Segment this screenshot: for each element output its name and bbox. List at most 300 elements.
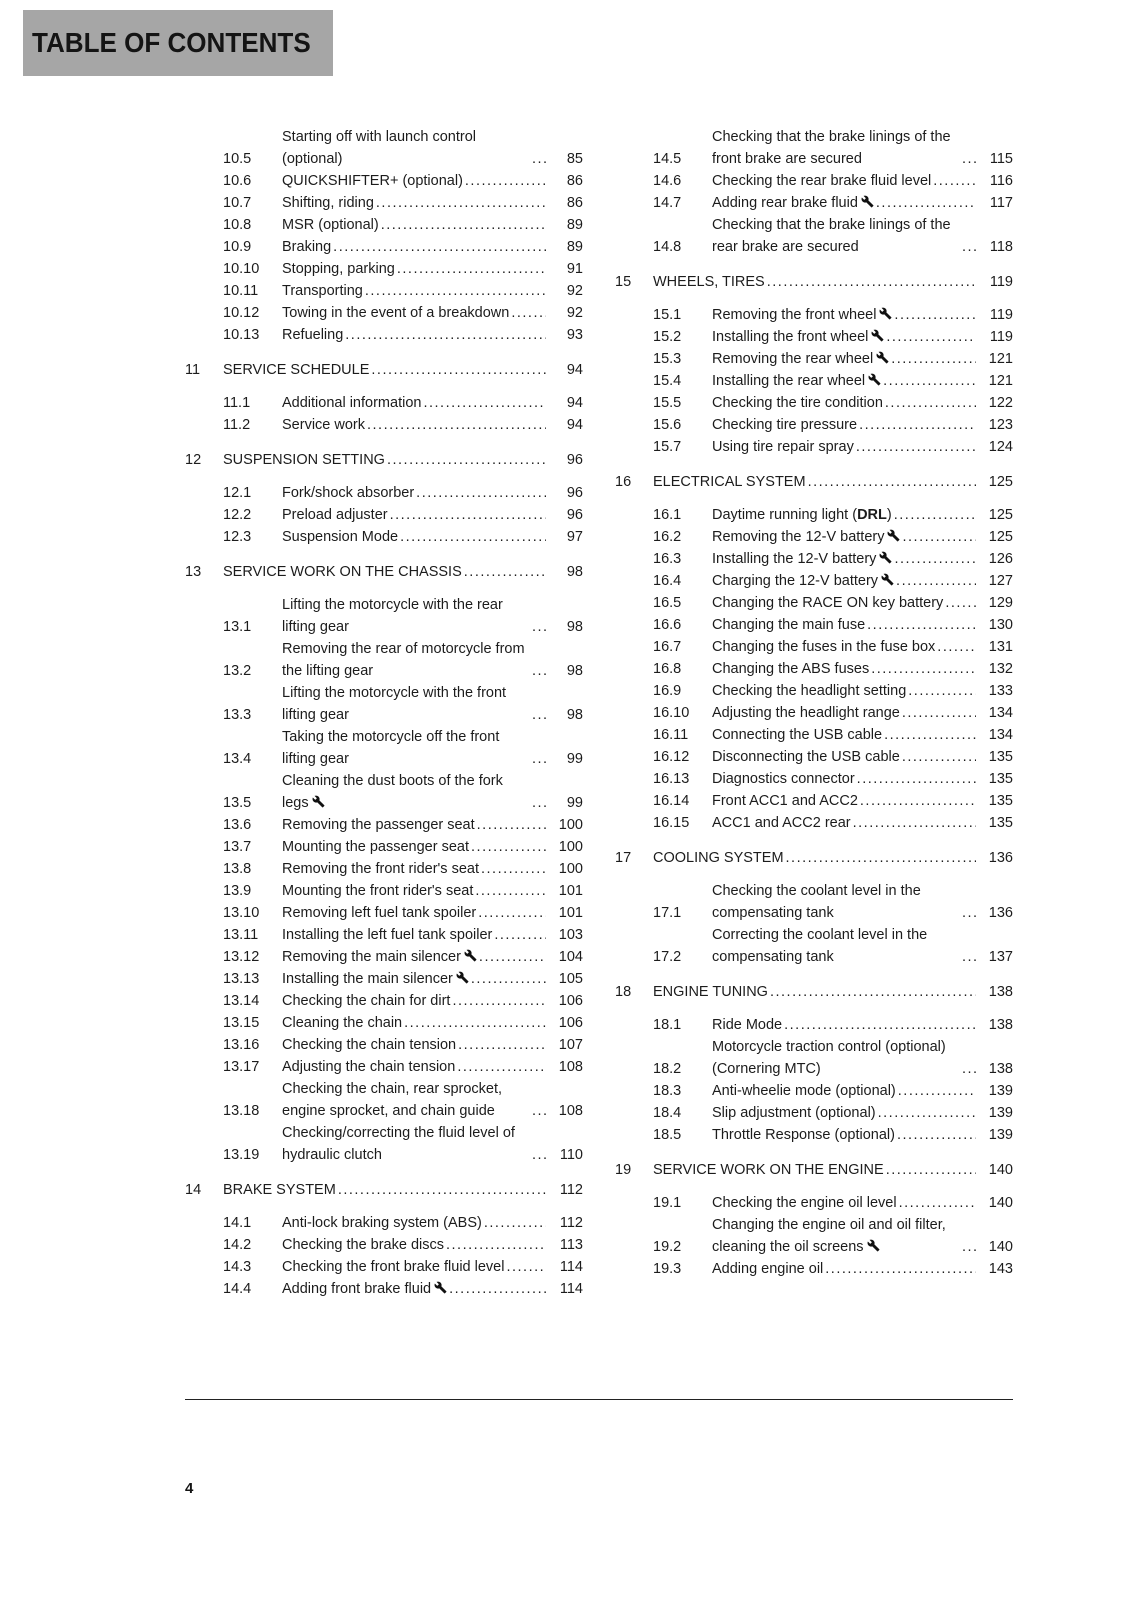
wrench-icon (434, 1281, 447, 1294)
dot-leader (475, 880, 546, 902)
dot-leader (860, 790, 976, 812)
toc-entry-row (185, 858, 583, 880)
page-ref: 139 (988, 1127, 1013, 1143)
entry-number: 16.2 (653, 529, 682, 545)
toc-entry-row (185, 1278, 583, 1300)
page-ref: 98 (566, 663, 583, 679)
toc-section-row (185, 1179, 583, 1201)
page-ref: 138 (988, 984, 1013, 1000)
entry-title: Removing the front wheel (712, 304, 892, 326)
toc-entry-row (615, 924, 1013, 968)
page-ref: 110 (559, 1147, 583, 1163)
page-ref: 114 (559, 1259, 583, 1275)
dot-leader (902, 702, 976, 724)
dot-leader (859, 414, 976, 436)
page-ref: 134 (988, 705, 1013, 721)
entry-title: Taking the motorcycle off the front lifting gear (282, 729, 500, 767)
entry-number: 13.3 (223, 707, 252, 723)
entry-number: 10.9 (223, 239, 252, 255)
toc-section-row (615, 271, 1013, 293)
entry-title: Cleaning the dust boots of the fork legs (282, 773, 503, 811)
entry-number: 13.19 (223, 1147, 260, 1163)
wrench-icon (456, 971, 469, 984)
section-number: 16 (615, 474, 632, 490)
toc-section-row (615, 1159, 1013, 1181)
entry-title: Adjusting the headlight range (712, 705, 900, 721)
page-ref: 129 (988, 595, 1013, 611)
entry-number: 13.4 (223, 751, 252, 767)
entry-number: 10.6 (223, 173, 252, 189)
dot-leader (898, 1080, 976, 1102)
page-ref: 119 (989, 329, 1013, 345)
entry-title: Removing the main silencer (282, 946, 477, 968)
page-ref: 99 (566, 751, 583, 767)
dot-leader (481, 858, 546, 880)
dot-leader (376, 192, 546, 214)
page-ref: 136 (988, 850, 1013, 866)
toc-columns (185, 126, 1013, 1300)
section-number: 18 (615, 984, 632, 1000)
page-number: 4 (185, 1480, 194, 1497)
toc-entry-row (185, 594, 583, 638)
dot-leader (387, 449, 546, 471)
toc-section-row (615, 471, 1013, 493)
entry-number: 13.8 (223, 861, 252, 877)
entry-title: Adding engine oil (712, 1261, 824, 1277)
entry-title: Checking the chain for dirt (282, 993, 451, 1009)
page-ref: 114 (559, 1281, 583, 1297)
wrench-icon (871, 329, 884, 342)
entry-title: Braking (282, 239, 332, 255)
entry-title: Cleaning the chain (282, 1015, 403, 1031)
entry-title: Fork/shock absorber (282, 485, 415, 501)
section-title: SERVICE SCHEDULE (223, 362, 370, 378)
toc-entry-row (185, 836, 583, 858)
entry-number: 17.1 (653, 905, 682, 921)
entry-title: Adding rear brake fluid (712, 192, 874, 214)
toc-entry-row (185, 170, 583, 192)
page-ref: 96 (566, 485, 583, 501)
entry-number: 16.13 (653, 771, 690, 787)
page-ref: 133 (988, 683, 1013, 699)
dot-leader (894, 504, 976, 526)
entry-number: 13.6 (223, 817, 252, 833)
entry-number: 16.12 (653, 749, 690, 765)
section-number: 17 (615, 850, 632, 866)
page-ref: 139 (988, 1083, 1013, 1099)
toc-entry-row (615, 1080, 1013, 1102)
page-ref: 98 (566, 707, 583, 723)
page-ref: 119 (989, 274, 1013, 290)
entry-title: Adjusting the chain tension (282, 1059, 456, 1075)
page-ref: 139 (988, 1105, 1013, 1121)
entry-number: 12.2 (223, 507, 252, 523)
entry-title: Motorcycle traction control (optional) (Cornering MTC) (712, 1039, 946, 1077)
page-ref: 112 (559, 1182, 583, 1198)
entry-title: Disconnecting the USB cable (712, 749, 900, 765)
entry-number: 19.1 (653, 1195, 682, 1211)
entry-number: 10.13 (223, 327, 260, 343)
entry-number: 15.7 (653, 439, 682, 455)
entry-number: 10.7 (223, 195, 252, 211)
entry-title: Checking the rear brake fluid level (712, 173, 932, 189)
toc-entry-row (185, 1034, 583, 1056)
dot-leader (885, 392, 976, 414)
page-ref: 107 (558, 1037, 583, 1053)
page-ref: 138 (988, 1061, 1013, 1077)
entry-number: 14.5 (653, 151, 682, 167)
dot-leader (397, 258, 546, 280)
page-ref: 127 (988, 573, 1013, 589)
toc-entry-row (185, 924, 583, 946)
entry-title: ACC1 and ACC2 rear (712, 815, 851, 831)
toc-entry-row (185, 1056, 583, 1078)
toc-entry-row (185, 214, 583, 236)
page-ref: 135 (988, 749, 1013, 765)
dot-leader (479, 946, 546, 968)
entry-title: Using tire repair spray (712, 439, 854, 455)
section-title: SERVICE WORK ON THE ENGINE (653, 1162, 884, 1178)
entry-number: 16.11 (653, 727, 689, 743)
entry-title: Ride Mode (712, 1017, 783, 1033)
section-title: SUSPENSION SETTING (223, 452, 385, 468)
entry-title: Correcting the coolant level in the compensating tank (712, 927, 928, 965)
entry-title: Anti-wheelie mode (optional) (712, 1083, 896, 1099)
toc-entry-row (615, 1192, 1013, 1214)
dot-leader (458, 1034, 546, 1056)
page-ref: 130 (988, 617, 1013, 633)
toc-entry-row (615, 414, 1013, 436)
toc-entry-row (615, 592, 1013, 614)
entry-number: 15.1 (653, 307, 682, 323)
toc-entry-row (615, 326, 1013, 348)
entry-number: 15.4 (653, 373, 682, 389)
dot-leader (962, 1058, 976, 1080)
entry-title: Removing the passenger seat (282, 817, 475, 833)
entry-number: 16.6 (653, 617, 682, 633)
entry-number: 14.3 (223, 1259, 252, 1275)
dot-leader (867, 614, 976, 636)
entry-title: Installing the main silencer (282, 968, 469, 990)
page-ref: 99 (566, 795, 583, 811)
dot-leader (446, 1234, 546, 1256)
entry-title: Installing the left fuel tank spoiler (282, 927, 493, 943)
toc-column-left (185, 126, 583, 1300)
page-ref: 89 (566, 217, 583, 233)
page-ref: 135 (988, 815, 1013, 831)
entry-title: Transporting (282, 283, 363, 299)
entry-number: 19.2 (653, 1239, 682, 1255)
toc-entry-row (185, 1012, 583, 1034)
page-title: TABLE OF CONTENTS (32, 27, 311, 58)
entry-title: QUICKSHIFTER+ (optional) (282, 173, 463, 189)
entry-title: Checking the chain tension (282, 1037, 457, 1053)
toc-entry-row (615, 214, 1013, 258)
dot-leader (786, 847, 976, 869)
entry-number: 16.8 (653, 661, 682, 677)
entry-number: 14.2 (223, 1237, 252, 1253)
dot-leader (902, 526, 976, 548)
page-ref: 123 (988, 417, 1013, 433)
section-title: ELECTRICAL SYSTEM (653, 474, 806, 490)
page-ref: 134 (988, 727, 1013, 743)
entry-number: 13.13 (223, 971, 260, 987)
wrench-icon (881, 573, 894, 586)
dot-leader (908, 680, 976, 702)
dot-leader (371, 359, 546, 381)
page-ref: 98 (566, 619, 583, 635)
dot-leader (365, 280, 546, 302)
toc-entry-row (185, 968, 583, 990)
page-ref: 125 (988, 507, 1013, 523)
entry-number: 13.16 (223, 1037, 260, 1053)
section-number: 15 (615, 274, 632, 290)
toc-entry-row (185, 482, 583, 504)
section-title: WHEELS, TIRES (653, 274, 765, 290)
page-ref: 97 (566, 529, 583, 545)
toc-entry-row (615, 370, 1013, 392)
entry-number: 11.1 (223, 395, 251, 411)
entry-number: 10.8 (223, 217, 252, 233)
dot-leader (471, 836, 546, 858)
wrench-icon (868, 373, 881, 386)
entry-number: 15.6 (653, 417, 682, 433)
dot-leader (381, 214, 546, 236)
toc-entry-row (615, 436, 1013, 458)
page-ref: 100 (558, 861, 583, 877)
entry-number: 18.5 (653, 1127, 682, 1143)
toc-entry-row (615, 504, 1013, 526)
entry-title: Changing the engine oil and oil filter, cleaning the oil screens (712, 1217, 946, 1255)
section-number: 13 (185, 564, 202, 580)
toc-entry-row (185, 280, 583, 302)
toc-entry-row (615, 790, 1013, 812)
toc-entry-row (615, 170, 1013, 192)
entry-number: 14.7 (653, 195, 682, 211)
toc-entry-row (615, 724, 1013, 746)
wrench-icon (464, 949, 477, 962)
entry-title: MSR (optional) (282, 217, 379, 233)
toc-entry-row (615, 680, 1013, 702)
toc-entry-row (615, 1014, 1013, 1036)
page-ref: 138 (988, 1017, 1013, 1033)
dot-leader (962, 236, 976, 258)
entry-number: 10.10 (223, 261, 260, 277)
dot-leader (902, 746, 976, 768)
entry-title: Removing the rear wheel (712, 348, 889, 370)
entry-number: 17.2 (653, 949, 682, 965)
entry-number: 10.12 (223, 305, 260, 321)
dot-leader (478, 902, 546, 924)
entry-title: Diagnostics connector (712, 771, 855, 787)
entry-number: 16.1 (653, 507, 682, 523)
page-ref: 116 (989, 173, 1013, 189)
section-title: BRAKE SYSTEM (223, 1182, 336, 1198)
page-ref: 125 (988, 529, 1013, 545)
entry-number: 16.4 (653, 573, 682, 589)
entry-title: Removing the front rider's seat (282, 861, 479, 877)
page-ref: 94 (566, 362, 583, 378)
wrench-icon (876, 351, 889, 364)
entry-number: 15.3 (653, 351, 682, 367)
toc-entry-row (185, 638, 583, 682)
dot-leader (897, 1124, 976, 1146)
dot-leader (532, 792, 546, 814)
entry-number: 12.3 (223, 529, 252, 545)
dot-leader (416, 482, 546, 504)
page-ref: 135 (988, 771, 1013, 787)
entry-number: 13.2 (223, 663, 252, 679)
section-number: 19 (615, 1162, 632, 1178)
entry-number: 13.10 (223, 905, 260, 921)
dot-leader (494, 924, 546, 946)
toc-entry-row (615, 636, 1013, 658)
entry-title: Adding front brake fluid (282, 1278, 447, 1300)
entry-number: 16.14 (653, 793, 690, 809)
toc-section-row (185, 561, 583, 583)
page-ref: 98 (566, 564, 583, 580)
page-ref: 108 (558, 1059, 583, 1075)
toc-entry-row (615, 658, 1013, 680)
page-ref: 119 (989, 307, 1013, 323)
toc-entry-row (615, 570, 1013, 592)
toc-entry-row (185, 726, 583, 770)
entry-title: Connecting the USB cable (712, 727, 883, 743)
toc-entry-row (615, 126, 1013, 170)
dot-leader (367, 414, 546, 436)
entry-number: 13.17 (223, 1059, 260, 1075)
wrench-icon (887, 529, 900, 542)
toc-entry-row (615, 192, 1013, 214)
page-ref: 140 (988, 1195, 1013, 1211)
toc-entry-row (185, 1122, 583, 1166)
toc-entry-row (185, 946, 583, 968)
page-ref: 89 (566, 239, 583, 255)
wrench-icon (867, 1239, 880, 1252)
dot-leader (449, 1278, 546, 1300)
page-ref: 117 (989, 195, 1013, 211)
entry-number: 16.3 (653, 551, 682, 567)
page-ref: 118 (989, 239, 1013, 255)
dot-leader (856, 436, 976, 458)
toc-entry-row (185, 682, 583, 726)
dot-leader (937, 636, 976, 658)
entry-number: 13.12 (223, 949, 260, 965)
entry-title: Removing left fuel tank spoiler (282, 905, 477, 921)
dot-leader (465, 170, 546, 192)
entry-title: Front ACC1 and ACC2 (712, 793, 858, 809)
page-ref: 137 (988, 949, 1013, 965)
page-ref: 94 (566, 417, 583, 433)
entry-number: 10.5 (223, 151, 252, 167)
dot-leader (484, 1212, 546, 1234)
toc-entry-row (615, 526, 1013, 548)
page-ref: 101 (558, 883, 583, 899)
dot-leader (853, 812, 976, 834)
toc-entry-row (185, 1078, 583, 1122)
entry-title: Charging the 12-V battery (712, 570, 894, 592)
entry-title: Shifting, riding (282, 195, 374, 211)
toc-entry-row (615, 614, 1013, 636)
entry-number: 15.2 (653, 329, 682, 345)
page-ref: 121 (988, 373, 1013, 389)
entry-title: Installing the 12-V battery (712, 548, 892, 570)
page-ref: 92 (566, 305, 583, 321)
section-title: SERVICE WORK ON THE CHASSIS (223, 564, 462, 580)
page-ref: 126 (988, 551, 1013, 567)
entry-title: Mounting the passenger seat (282, 839, 470, 855)
entry-title: Throttle Response (optional) (712, 1127, 895, 1143)
dot-leader (857, 768, 976, 790)
entry-number: 18.1 (653, 1017, 682, 1033)
entry-number: 13.14 (223, 993, 260, 1009)
page-ref: 86 (566, 195, 583, 211)
page-ref: 124 (988, 439, 1013, 455)
page-ref: 108 (558, 1103, 583, 1119)
toc-entry-row (185, 814, 583, 836)
dot-leader (404, 1012, 546, 1034)
toc-entry-row (185, 126, 583, 170)
entry-number: 18.3 (653, 1083, 682, 1099)
dot-leader (532, 704, 546, 726)
page-ref: 86 (566, 173, 583, 189)
toc-section-row (185, 449, 583, 471)
dot-leader (962, 946, 976, 968)
entry-title: Stopping, parking (282, 261, 395, 277)
dot-leader (962, 902, 976, 924)
dot-leader (452, 990, 546, 1012)
page-ref: 94 (566, 395, 583, 411)
entry-number: 16.7 (653, 639, 682, 655)
entry-number: 19.3 (653, 1261, 682, 1277)
entry-number: 10.11 (223, 283, 259, 299)
page-ref: 125 (988, 474, 1013, 490)
dot-leader (883, 370, 976, 392)
toc-entry-row (185, 504, 583, 526)
dot-leader (899, 1192, 976, 1214)
entry-title: Removing the 12-V battery (712, 526, 900, 548)
dot-leader (886, 326, 976, 348)
toc-entry-row (185, 1212, 583, 1234)
entry-title: Starting off with launch control (optional) (282, 129, 476, 167)
entry-title: Changing the fuses in the fuse box (712, 639, 936, 655)
toc-entry-row (185, 990, 583, 1012)
dot-leader (767, 271, 976, 293)
entry-title: Changing the ABS fuses (712, 661, 870, 677)
toc-entry-row (185, 902, 583, 924)
page-header-block (23, 10, 333, 76)
entry-title: Checking/correcting the fluid level of hydraulic clutch (282, 1125, 515, 1163)
dot-leader (333, 236, 546, 258)
dot-leader (878, 1102, 976, 1124)
page-ref: 92 (566, 283, 583, 299)
entry-title: Checking the coolant level in the compensating tank (712, 883, 921, 921)
toc-entry-row (185, 236, 583, 258)
toc-entry-row (185, 1234, 583, 1256)
dot-leader (423, 392, 546, 414)
entry-number: 11.2 (223, 417, 251, 433)
entry-title: Checking the front brake fluid level (282, 1259, 505, 1275)
entry-number: 13.9 (223, 883, 252, 899)
dot-leader (962, 1236, 976, 1258)
entry-number: 15.5 (653, 395, 682, 411)
entry-title: Checking tire pressure (712, 417, 858, 433)
toc-entry-row (615, 812, 1013, 834)
section-number: 12 (185, 452, 202, 468)
page-ref: 136 (988, 905, 1013, 921)
toc-entry-row (615, 1102, 1013, 1124)
dot-leader (345, 324, 546, 346)
